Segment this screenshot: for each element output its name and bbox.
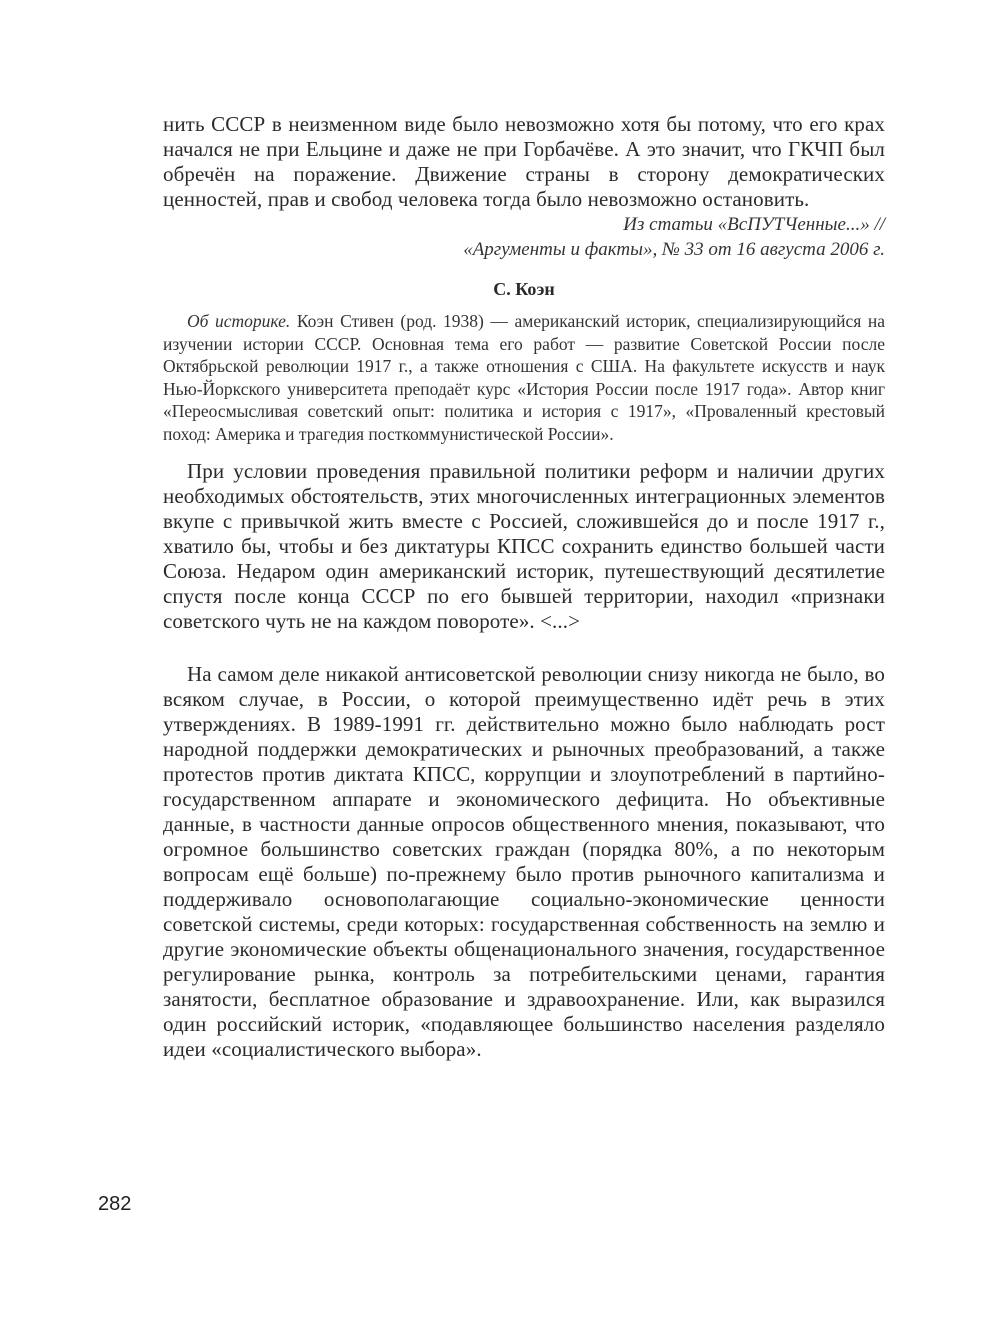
spacer [163, 634, 885, 662]
quote-paragraph-1: При условии проведения правильной политики реформ и наличии других необходимых обстоятельств, этих многочисленных интеграционных элементов вкупе с привычкой жить вместе с Россией, сложившейся до и после 1917 г., хватило бы, чтобы и без диктатуры КПСС сохранить единство большей части Союза. Недаром один американский историк, путешествующий десятилетие спустя после конца СССР по его бывшей территории, находил «признаки советского чуть не на каждом повороте». <...> [163, 459, 885, 633]
page-body [163, 112, 885, 1062]
page-number: 282 [98, 1193, 132, 1215]
quote-paragraph-2: На самом деле никакой антисоветской революции снизу никогда не было, во всяком случае, в России, о которой преимущественно идёт речь в этих утверждениях. В 1989-1991 гг. действительно можно было наблюдать рост народной поддержки демократических и рыночных преобразований, а также протестов против диктата КПСС, коррупции и злоупотреблений в партийно-государственном аппарате и экономического дефицита. Но объективные данные, в частности данные опросов общественного мнения, показывают, что огромное большинство советских граждан (порядка 80%, а по некоторым вопросам ещё больше) по-прежнему было против рыночного капитализма и поддерживало основополагающие социально-экономические ценности советской системы, среди которых: государственная собственность на землю и другие экономические объекты общенационального значения, государственное регулирование рынка, контроль за потребительскими ценами, гарантия занятости, бесплатное образование и здравоохранение. Или, как выразился один российский историк, «подавляющее большинство населения разделяло идеи «социалистического выбора». [163, 662, 885, 1061]
author-bio-lead: Об историке. [187, 311, 291, 331]
source-citation-line-2: «Аргументы и факты», № 33 от 16 августа 2006 г. [463, 239, 885, 260]
continuation-paragraph: нить СССР в неизменном виде было невозможно хотя бы потому, что его крах начался не при Ельцине и даже не при Горбачёве. А это значит, что ГКЧП был обречён на поражение. Движение страны в сторону демократических ценностей, прав и свобод человека тогда было невозможно остановить. [163, 112, 885, 211]
author-bio-text: Коэн Стивен (род. 1938) — американский историк, специализирующийся на изучении истории СССР. Основная тема его работ — развитие Советской России после Октябрьской революции 1917 г., а также отношения с США. На факультете искусств и наук Нью-Йоркского университета преподаёт курс «История России после 1917 года». Автор книг «Переосмысливая советский опыт: политика и история с 1917», «Проваленный крестовый поход: Америка и трагедия посткоммунистической России». [163, 311, 885, 444]
author-bio [163, 310, 885, 445]
spacer [163, 445, 885, 459]
author-heading: С. Коэн [493, 279, 555, 299]
source-citation-line-1: Из статьи «ВсПУТЧенные...» // [623, 214, 885, 235]
